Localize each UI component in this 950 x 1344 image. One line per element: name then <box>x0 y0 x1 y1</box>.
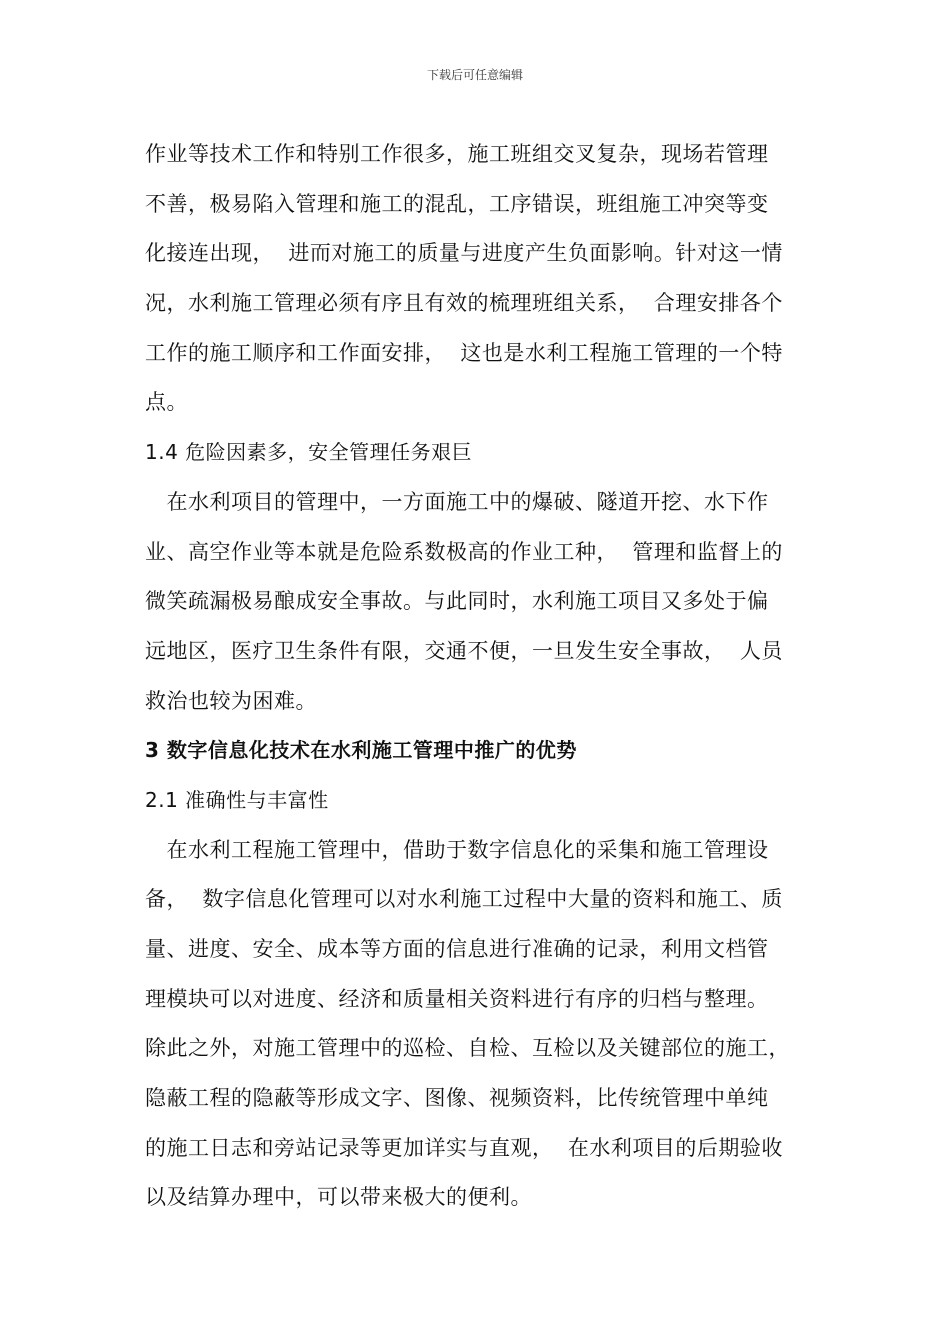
paragraph-line: 不善，极易陷入管理和施工的混乱，工序错误，班组施工冲突等变 <box>145 191 769 216</box>
paragraph-line: 作业等技术工作和特别工作很多，施工班组交叉复杂，现场若管理 <box>145 142 769 166</box>
paragraph-line: 理模块可以对进度、经济和质量相关资料进行有序的归档与整理。 <box>145 986 769 1011</box>
paragraph-line: 隐蔽工程的隐蔽等形成文字、图像、视频资料，比传统管理中单纯 <box>145 1086 769 1111</box>
paragraph-line: 的施工日志和旁站记录等更加详实与直观， 在水利项目的后期验收 <box>145 1135 783 1160</box>
paragraph-line: 以及结算办理中，可以带来极大的便利。 <box>145 1185 532 1210</box>
paragraph-line: 化接连出现， 进而对施工的质量与进度产生负面影响。针对这一情 <box>145 241 783 266</box>
section-heading-1-4: 1.4 危险因素多，安全管理任务艰巨 <box>145 440 473 465</box>
section-heading-2-1: 2.1 准确性与丰富性 <box>145 787 329 812</box>
paragraph-line: 在水利工程施工管理中，借助于数字信息化的采集和施工管理设 <box>145 837 769 862</box>
paragraph-line: 备， 数字信息化管理可以对水利施工过程中大量的资料和施工、质 <box>145 887 783 912</box>
paragraph-line: 远地区，医疗卫生条件有限，交通不便，一旦发生安全事故， 人员 <box>145 638 783 663</box>
paragraph-line: 工作的施工顺序和工作面安排， 这也是水利工程施工管理的一个特 <box>145 340 783 365</box>
paragraph-line: 在水利项目的管理中，一方面施工中的爆破、隧道开挖、水下作 <box>145 489 769 514</box>
paragraph-line: 除此之外，对施工管理中的巡检、自检、互检以及关键部位的施工， <box>145 1036 790 1061</box>
paragraph-line: 微笑疏漏极易酿成安全事故。与此同时，水利施工项目又多处于偏 <box>145 589 769 614</box>
chapter-heading-3: 3 数字信息化技术在水利施工管理中推广的优势 <box>145 738 577 763</box>
paragraph-line: 救治也较为困难。 <box>145 688 317 713</box>
paragraph-line: 况，水利施工管理必须有序且有效的梳理班组关系， 合理安排各个 <box>145 291 783 316</box>
body-text <box>145 130 810 1223</box>
paragraph-line: 业、高空作业等本就是危险系数极高的作业工种， 管理和监督上的 <box>145 539 783 564</box>
paragraph-line: 量、进度、安全、成本等方面的信息进行准确的记录，利用文档管 <box>145 937 769 961</box>
paragraph-line: 点。 <box>145 390 188 415</box>
header-note: 下载后可任意编辑 <box>426 68 523 82</box>
